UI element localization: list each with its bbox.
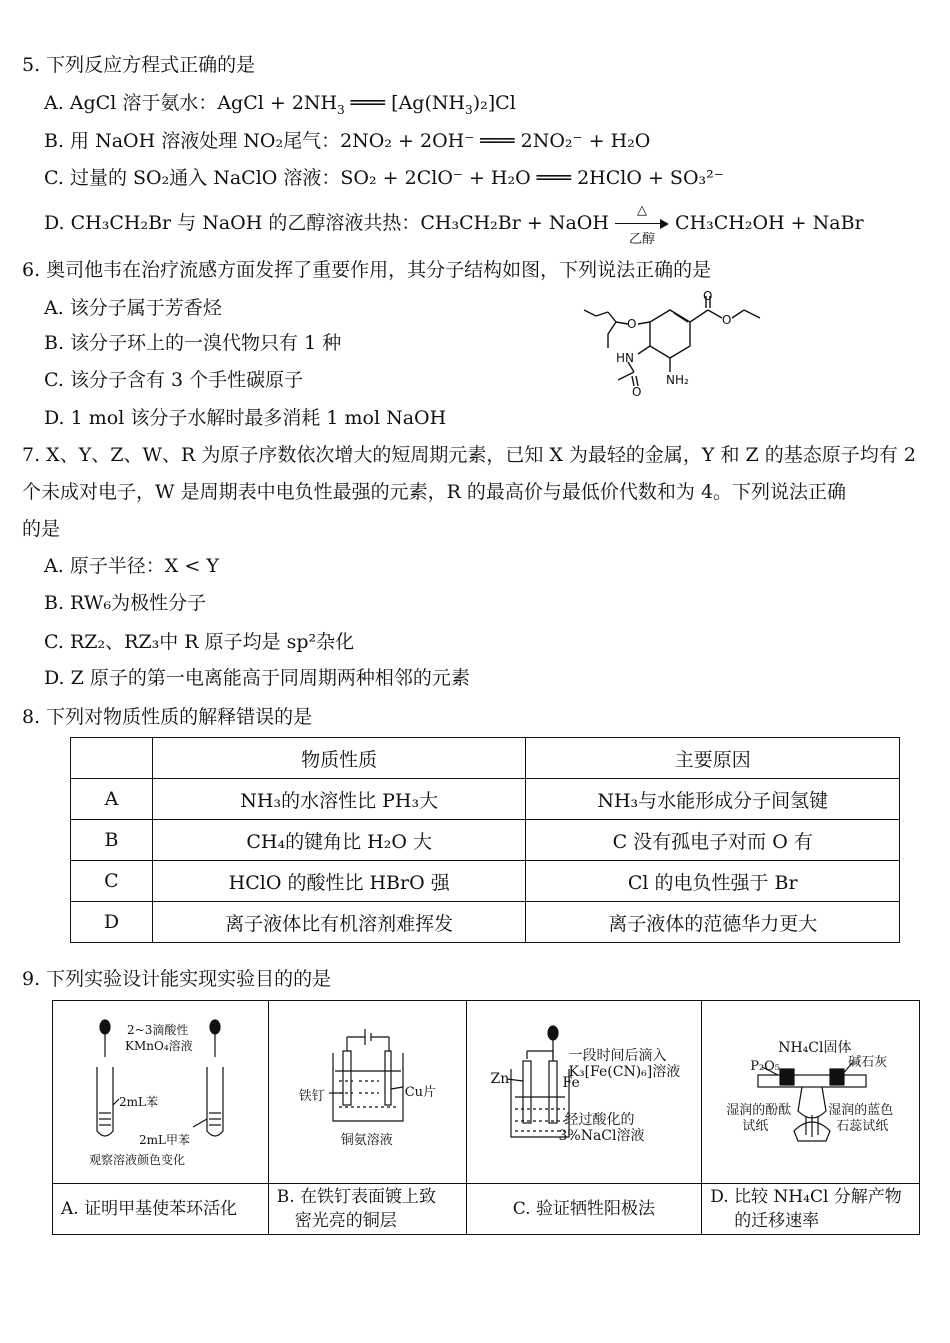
table-row <box>71 779 900 820</box>
q6-option-a: A. 该分子属于芳香烃 <box>44 297 222 319</box>
amide-oxygen: O <box>632 385 642 399</box>
q7-option-b: B. RW₆为极性分子 <box>44 592 207 614</box>
litmus-label-2: 石蕊试纸 <box>836 1119 889 1134</box>
caption-c: C. 验证牺牲阳极法 <box>466 1184 702 1235</box>
q7-line-2: 个未成对电子，W 是周期表中电负性最强的元素，R 的最高价与最低价代数和为 4。下列说法正确 <box>22 481 847 503</box>
q5-stem: 5. 下列反应方程式正确的是 <box>22 54 256 76</box>
q7-option-d: D. Z 原子的第一电离能高于同周期两种相邻的元素 <box>44 667 470 689</box>
property-cell: HClO 的酸性比 HBrO 强 <box>152 861 526 902</box>
ring-oxygen: O <box>627 317 637 331</box>
q5-option-b: B. 用 NaOH 溶液处理 NO₂尾气：2NO₂ + 2OH⁻ ═══ 2NO₂⁻ + H₂O <box>44 130 651 152</box>
q5-d-right: CH₃CH₂OH + NaBr <box>675 212 864 234</box>
table-row <box>71 861 900 902</box>
q9-stem: 9. 下列实验设计能实现实验目的的是 <box>22 968 332 990</box>
property-cell: CH₄的键角比 H₂O 大 <box>152 820 526 861</box>
p2o5-label: P₂O₅ <box>750 1059 781 1074</box>
q5-a-text: A. AgCl 溶于氨水：AgCl + 2NH <box>44 92 338 114</box>
reason-cell: NH₃与水能形成分子间氢键 <box>526 779 900 820</box>
reason-cell: C 没有孤电子对而 O 有 <box>526 820 900 861</box>
caption-d-line-2: 的迁移速率 <box>734 1211 820 1231</box>
solid-label: NH₄Cl固体 <box>778 1040 852 1056</box>
benzene-label: 2mL苯 <box>119 1095 158 1109</box>
row-label: B <box>71 820 153 861</box>
arrow-top-label: △ <box>636 203 647 218</box>
q6-stem: 6. 奥司他韦在治疗流感方面发挥了重要作用，其分子结构如图，下列说法正确的是 <box>22 259 712 281</box>
q5-d-left: D. CH₃CH₂Br 与 NaOH 的乙醇溶液共热：CH₃CH₂Br + NaOH <box>44 212 609 234</box>
reason-cell: Cl 的电负性强于 Br <box>526 861 900 902</box>
lime-label: 碱石灰 <box>848 1055 888 1070</box>
litmus-label-1: 湿润的蓝色 <box>828 1103 894 1118</box>
caption-b <box>268 1184 466 1235</box>
caption-a: A. 证明甲基使苯环活化 <box>53 1184 269 1235</box>
q5-option-c: C. 过量的 SO₂通入 NaClO 溶液：SO₂ + 2ClO⁻ + H₂O ═══ 2HClO + SO₃²⁻ <box>44 167 724 189</box>
caption-row <box>53 1184 920 1235</box>
caption-d-line-1: D. 比较 NH₄Cl 分解产物 <box>710 1187 902 1207</box>
q7-line-3: 的是 <box>22 518 61 540</box>
arrow-bottom-label: 乙醇 <box>628 232 655 247</box>
q7-option-c: C. RZ₂、RZ₃中 R 原子均是 sp²杂化 <box>44 631 355 653</box>
solution-label: 铜氨溶液 <box>340 1133 393 1148</box>
caption-b-line-1: B. 在铁钉表面镀上致 <box>276 1187 437 1207</box>
q7-line-1: 7. X、Y、Z、W、R 为原子序数依次增大的短周期元素，已知 X 为最轻的金属，Y 和 Z 的基态原子均有 2 <box>22 444 916 466</box>
header-cell: 物质性质 <box>152 738 526 779</box>
add-label-1: 一段时间后滴入 <box>568 1048 667 1064</box>
caption-b-line-2: 密光亮的铜层 <box>294 1211 397 1231</box>
table-header-row <box>71 738 900 779</box>
figure-c-cell <box>466 1001 702 1184</box>
q5-option-a: A. AgCl 溶于氨水：AgCl + $2NH_3$ ═══ $[Ag(NH_3)_2]Cl$ <box>44 92 516 117</box>
carbonyl-oxygen: O <box>703 289 713 303</box>
table-row <box>71 820 900 861</box>
ester-oxygen: O <box>722 313 732 327</box>
q7-option-a: A. 原子半径：X < Y <box>44 555 219 577</box>
figure-d-drawing <box>702 1001 920 1183</box>
solution-label-2: 3%NaCl溶液 <box>558 1128 645 1144</box>
q6-option-b: B. 该分子环上的一溴代物只有 1 种 <box>44 332 342 354</box>
oseltamivir-structure <box>572 288 772 400</box>
property-cell: 离子液体比有机溶剂难挥发 <box>152 902 526 943</box>
fe-label: Fe <box>562 1075 580 1091</box>
figure-d-cell <box>702 1001 920 1184</box>
q6-option-c: C. 该分子含有 3 个手性碳原子 <box>44 369 304 391</box>
amino-group: NH₂ <box>666 373 689 387</box>
q8-stem: 8. 下列对物质性质的解释错误的是 <box>22 706 313 728</box>
row-label: C <box>71 861 153 902</box>
amide-hn: HN <box>616 351 634 365</box>
figure-b-cell <box>268 1001 466 1184</box>
phenolphthalein-label-1: 湿润的酚酞 <box>726 1103 792 1118</box>
row-label: A <box>71 779 153 820</box>
kmno4-label: KMnO₄溶液 <box>125 1039 193 1053</box>
q9-table <box>52 1000 920 1235</box>
phenolphthalein-label-2: 试纸 <box>742 1119 769 1134</box>
q5-a-rest: ═══ [Ag(NH <box>344 92 466 114</box>
reaction-arrow <box>615 203 669 247</box>
cu-label: Cu片 <box>404 1085 437 1100</box>
figure-a-cell <box>53 1001 269 1184</box>
property-cell: NH₃的水溶性比 PH₃大 <box>152 779 526 820</box>
q5-option-d <box>44 203 864 247</box>
header-cell: 主要原因 <box>526 738 900 779</box>
nail-label: 铁钉 <box>298 1089 325 1104</box>
row-label: D <box>71 902 153 943</box>
drops-label: 2~3滴酸性 <box>127 1023 189 1037</box>
reason-cell: 离子液体的范德华力更大 <box>526 902 900 943</box>
figure-c-drawing <box>467 1001 703 1183</box>
q5-a-end: )₂]Cl <box>472 92 516 114</box>
table-row <box>71 902 900 943</box>
observe-label: 观察溶液颜色变化 <box>89 1153 186 1167</box>
add-label-2: K₃[Fe(CN)₆]溶液 <box>568 1064 681 1080</box>
solution-label-1: 经过酸化的 <box>564 1112 635 1128</box>
header-cell <box>71 738 153 779</box>
q8-table <box>70 737 900 943</box>
q6-option-d: D. 1 mol 该分子水解时最多消耗 1 mol NaOH <box>44 407 447 429</box>
caption-d <box>702 1184 920 1235</box>
toluene-label: 2mL甲苯 <box>139 1133 190 1147</box>
zn-label: Zn <box>490 1071 510 1087</box>
